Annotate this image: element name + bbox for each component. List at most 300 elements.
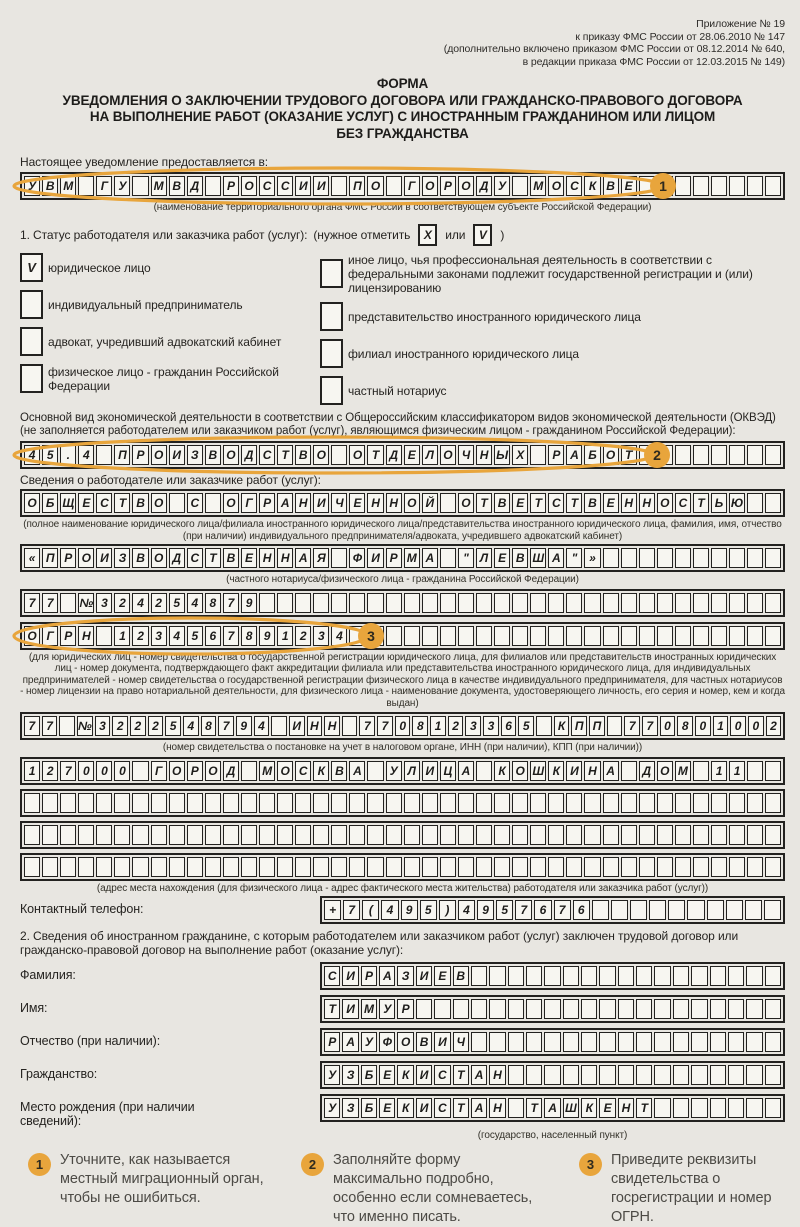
char-cell [471,966,487,986]
char-cell: Е [512,493,528,513]
char-cell [603,548,619,568]
char-cell [512,793,528,813]
char-cell [566,626,582,646]
char-cell [132,825,148,845]
char-cell: Р [548,445,564,465]
char-cell [657,793,673,813]
note-number-badge: 2 [301,1153,324,1176]
char-cell [764,900,781,920]
char-cell: Т [476,493,492,513]
char-cell: А [277,493,293,513]
char-cell [367,825,383,845]
char-cell [489,1032,505,1052]
char-cell: 2 [114,593,130,613]
char-cell [649,900,666,920]
char-cell [621,761,637,781]
char-cell: Т [205,548,221,568]
char-cell: Г [96,176,112,196]
char-cell [729,176,745,196]
char-cell [548,857,564,877]
char-cell [259,825,275,845]
char-cell: В [331,761,347,781]
employer-firm-name-field[interactable] [20,544,785,572]
checkbox-lawyer[interactable] [20,327,43,356]
char-cell [458,825,474,845]
char-cell [404,793,420,813]
char-cell: С [675,493,691,513]
char-cell [747,793,763,813]
char-cell [765,857,781,877]
char-cell: З [342,1065,358,1085]
char-cell [581,966,597,986]
okved-intro [20,412,785,440]
char-cell [494,857,510,877]
char-cell: 4 [331,626,347,646]
char-cell [530,825,546,845]
checkbox-private-notary[interactable] [320,376,343,405]
char-cell [422,626,438,646]
char-cell [132,857,148,877]
char-cell [599,1032,615,1052]
char-cell [693,793,709,813]
char-cell: 1 [711,761,727,781]
char-cell: О [657,493,673,513]
char-cell: Ч [453,1032,469,1052]
address-field-line3[interactable] [20,821,785,849]
char-cell [187,825,203,845]
char-cell [673,1098,689,1118]
char-cell [277,857,293,877]
char-cell: 0 [395,716,411,736]
char-cell: С [187,548,203,568]
char-cell: В [494,493,510,513]
birthplace-label-text: Место рождения (при наличии сведений): [20,1099,195,1128]
char-cell [765,626,781,646]
char-cell: И [96,548,112,568]
char-cell [241,793,257,813]
char-cell: Н [78,626,94,646]
char-cell [367,857,383,877]
char-cell [711,825,727,845]
char-cell: + [324,900,341,920]
char-cell [639,593,655,613]
address-field-line2[interactable] [20,789,785,817]
firstname-row [20,995,785,1023]
char-cell [765,1065,781,1085]
char-cell [313,825,329,845]
char-cell [494,626,510,646]
meta-line: к приказу ФМС России от 28.06.2010 № 147 [575,30,785,43]
note-text: Заполняйте форму максимально подробно, особенно если сомневаетесь, что именно писать. [333,1152,533,1226]
citizenship-row [20,1061,785,1089]
char-cell: В [584,493,600,513]
char-cell: И [169,445,185,465]
char-cell: Ч [331,493,347,513]
checkbox-individual-entrepreneur[interactable] [20,290,43,319]
char-cell [42,857,58,877]
char-cell: И [313,176,329,196]
char-cell [313,593,329,613]
char-cell [512,825,528,845]
intro-label: Настоящее уведомление предоставляется в: [20,155,268,169]
char-cell [693,176,709,196]
char-cell [96,793,112,813]
char-cell [636,1065,652,1085]
hint-note-2 [301,1151,553,1227]
char-cell: А [379,966,395,986]
char-cell: Щ [60,493,76,513]
char-cell: Р [60,548,76,568]
char-cell: 2 [448,716,464,736]
char-cell: Е [379,1098,395,1118]
char-cell [747,825,763,845]
inn-kpp-field[interactable] [20,712,785,740]
char-cell: О [458,176,474,196]
char-cell [639,626,655,646]
char-cell: № [77,716,93,736]
char-cell: Г [151,761,167,781]
char-cell [96,445,112,465]
char-cell: Т [693,493,709,513]
char-cell [729,626,745,646]
citizenship-field[interactable] [320,1061,785,1089]
char-cell: О [151,445,167,465]
title-line: БЕЗ ГРАЖДАНСТВА [336,125,469,141]
char-cell: Р [386,548,402,568]
char-cell: 0 [78,761,94,781]
char-cell [711,548,727,568]
char-cell [508,966,524,986]
char-cell: К [581,1098,597,1118]
char-cell [675,793,691,813]
char-cell [603,626,619,646]
section2-heading: 2. Сведения об иностранном гражданине, с которым работодателем или заказчиком работ (услуг) заключен трудовой договор или гражданско-правовой договор на выполнение работ (оказание услуг): [20,929,739,957]
char-cell: 1 [729,761,745,781]
char-cell: О [78,548,94,568]
char-cell: С [324,966,340,986]
char-cell [765,1098,781,1118]
char-cell [618,999,634,1019]
char-cell: О [458,493,474,513]
char-cell: И [566,761,582,781]
char-cell: Н [489,1098,505,1118]
char-cell: В [132,548,148,568]
address-field-line4[interactable] [20,853,785,881]
char-cell [621,548,637,568]
char-cell: 1 [430,716,446,736]
char-cell: Я [313,548,329,568]
char-cell [78,825,94,845]
char-cell [494,593,510,613]
char-cell: А [548,548,564,568]
char-cell [422,857,438,877]
ogrn-field[interactable] [20,622,785,650]
char-cell [349,825,365,845]
patronymic-field[interactable] [320,1028,785,1056]
char-cell: П [42,548,58,568]
char-cell: О [367,176,383,196]
char-cell [668,900,685,920]
birthplace-field[interactable] [320,1094,785,1122]
char-cell: ( [362,900,379,920]
char-cell: А [295,548,311,568]
char-cell [512,857,528,877]
char-cell [687,900,704,920]
surname-row [20,962,785,990]
char-cell [151,825,167,845]
char-cell: Р [223,176,239,196]
char-cell: 7 [624,716,640,736]
option-lawyer [20,327,320,357]
title-line: НА ВЫПОЛНЕНИЕ РАБОТ (ОКАЗАНИЕ УСЛУГ) С ИНОСТРАННЫМ ГРАЖДАНИНОМ ИЛИ ЛИЦОМ [89,109,716,124]
char-cell: Д [639,761,655,781]
char-cell [711,793,727,813]
char-cell: А [342,1032,358,1052]
char-cell [223,857,239,877]
char-cell: 4 [458,900,475,920]
char-cell [386,593,402,613]
char-cell [489,966,505,986]
char-cell [673,1032,689,1052]
char-cell [259,593,275,613]
char-cell: У [379,999,395,1019]
char-cell [223,793,239,813]
char-cell: Н [584,761,600,781]
char-cell [331,548,347,568]
char-cell [639,825,655,845]
char-cell [169,493,185,513]
char-cell: 9 [236,716,252,736]
char-cell [654,999,670,1019]
char-cell [654,1098,670,1118]
char-cell: Т [453,1065,469,1085]
char-cell: У [24,176,40,196]
char-cell: 4 [24,445,40,465]
char-cell: Р [361,966,377,986]
char-cell [440,593,456,613]
note-number-badge: 1 [28,1153,51,1176]
char-cell: 2 [132,626,148,646]
char-cell [132,761,148,781]
char-cell: С [187,493,203,513]
char-cell [331,445,347,465]
mark-note-prefix: (нужное отметить [313,227,411,242]
char-cell [711,857,727,877]
char-cell: У [494,176,510,196]
char-cell [78,793,94,813]
char-cell: 0 [96,761,112,781]
char-cell: 7 [60,761,76,781]
char-cell: Н [324,716,340,736]
char-cell [618,1032,634,1052]
char-cell [765,593,781,613]
address-field-line1[interactable] [20,757,785,785]
char-cell [434,999,450,1019]
char-cell [729,857,745,877]
firstname-field[interactable] [320,995,785,1023]
char-cell [471,999,487,1019]
char-cell [471,1032,487,1052]
char-cell [386,825,402,845]
char-cell [512,593,528,613]
char-cell [169,857,185,877]
employer-full-name-field[interactable] [20,489,785,517]
checkbox-legal-entity[interactable]: V [20,253,43,282]
char-cell [729,445,745,465]
meta-line: (дополнительно включено приказом ФМС России от 08.12.2014 № 640, [443,43,785,55]
meta-line: Приложение № 19 [696,18,785,30]
char-cell: Ч [458,445,474,465]
char-cell: З [342,1098,358,1118]
char-cell [512,176,528,196]
option-label: представительство иностранного юридического лица [348,309,641,324]
option-foreign-branch [320,339,785,369]
char-cell [526,966,542,986]
char-cell [765,966,781,986]
okved-intro-line: (не заполняется работодателем или заказчиком работ (услуг), являющимся физическим лицом - гражданином Российской Федерации): [20,425,736,438]
checkbox-other-person[interactable] [320,259,343,288]
char-cell [728,966,744,986]
char-cell [746,1065,762,1085]
char-cell [691,1098,707,1118]
char-cell: Л [476,548,492,568]
char-cell: 5 [420,900,437,920]
char-cell: 3 [95,716,111,736]
char-cell: 5 [496,900,513,920]
char-cell: С [295,761,311,781]
char-cell [342,716,358,736]
char-cell: Е [621,176,637,196]
char-cell [747,176,763,196]
char-cell [618,966,634,986]
char-cell: 3 [483,716,499,736]
char-cell: Н [386,493,402,513]
surname-label: Фамилия: [20,967,76,982]
char-cell: 7 [42,593,58,613]
char-cell: 7 [377,716,393,736]
note-text: Приведите реквизиты свидетельства о госрегистрации и номер ОГРН. [611,1152,772,1226]
char-cell [584,857,600,877]
section1-heading-text: 1. Статус работодателя или заказчика работ (услуг): [20,227,308,242]
char-cell [422,793,438,813]
char-cell: Ф [379,1032,395,1052]
char-cell [241,761,257,781]
char-cell [476,761,492,781]
char-cell: К [584,176,600,196]
reg-certificate-field[interactable] [20,589,785,617]
char-cell: А [422,548,438,568]
char-cell [386,857,402,877]
char-cell [621,857,637,877]
checkbox-foreign-branch[interactable] [320,339,343,368]
char-cell: Б [584,445,600,465]
char-cell: 2 [42,761,58,781]
char-cell: 9 [241,593,257,613]
char-cell: 8 [677,716,693,736]
employer-full-name-caption: (полное наименование юридического лица/филиала иностранного юридического лица/представительства иностранного юридического лица, фамилия, имя, отчество (при наличии) индивидуального предпринимателя/адвоката, учредившего адвокатский кабинет) [23,519,782,542]
char-cell: З [397,966,413,986]
surname-field[interactable] [320,962,785,990]
char-cell: С [259,445,275,465]
char-cell: Е [603,493,619,513]
okved-field[interactable] [20,441,785,469]
char-cell [657,626,673,646]
char-cell: № [78,593,94,613]
checkbox-individual-citizen[interactable] [20,364,43,393]
char-cell: И [342,966,358,986]
char-cell [205,176,221,196]
char-cell [599,966,615,986]
char-cell [60,857,76,877]
char-cell: О [24,493,40,513]
char-cell: Н [367,493,383,513]
char-cell [544,999,560,1019]
char-cell [404,626,420,646]
char-cell: 9 [259,626,275,646]
char-cell [636,966,652,986]
char-cell [765,493,781,513]
option-label: физическое лицо - гражданин Российской Федерации [48,364,279,393]
char-cell [96,857,112,877]
char-cell [476,593,492,613]
birthplace-row [20,1094,785,1128]
char-cell: 6 [573,900,590,920]
char-cell [691,1065,707,1085]
char-cell: 2 [766,716,782,736]
char-cell [548,825,564,845]
char-cell: О [603,445,619,465]
option-individual-citizen [20,364,320,394]
char-cell [422,825,438,845]
birthplace-caption: (государство, населенный пункт) [477,1129,628,1141]
char-cell: 1 [114,626,130,646]
char-cell: О [151,493,167,513]
char-cell: В [453,966,469,986]
phone-field[interactable] [320,896,785,924]
char-cell [96,626,112,646]
char-cell: С [548,493,564,513]
char-cell [458,857,474,877]
char-cell [710,966,726,986]
char-cell: 9 [477,900,494,920]
char-cell: " [458,548,474,568]
char-cell: Д [169,548,185,568]
callout-2: 2 [644,442,670,468]
employer-firm-name-caption: (частного нотариуса/физического лица - гражданина Российской Федерации) [226,574,579,586]
char-cell: 8 [412,716,428,736]
char-cell: 6 [534,900,551,920]
char-cell: Е [404,445,420,465]
char-cell [24,857,40,877]
char-cell [599,1065,615,1085]
option-label: индивидуальный предприниматель [48,297,243,312]
char-cell [494,793,510,813]
char-cell [530,857,546,877]
char-cell [331,857,347,877]
char-cell: 1 [277,626,293,646]
char-cell: 6 [205,626,221,646]
char-cell: Д [386,445,402,465]
char-cell: З [114,548,130,568]
char-cell: Т [114,493,130,513]
char-cell [693,548,709,568]
char-cell: Р [397,999,413,1019]
char-cell [187,793,203,813]
char-cell [205,793,221,813]
char-cell: 5 [518,716,534,736]
checkbox-foreign-representative[interactable] [320,302,343,331]
char-cell [654,1065,670,1085]
